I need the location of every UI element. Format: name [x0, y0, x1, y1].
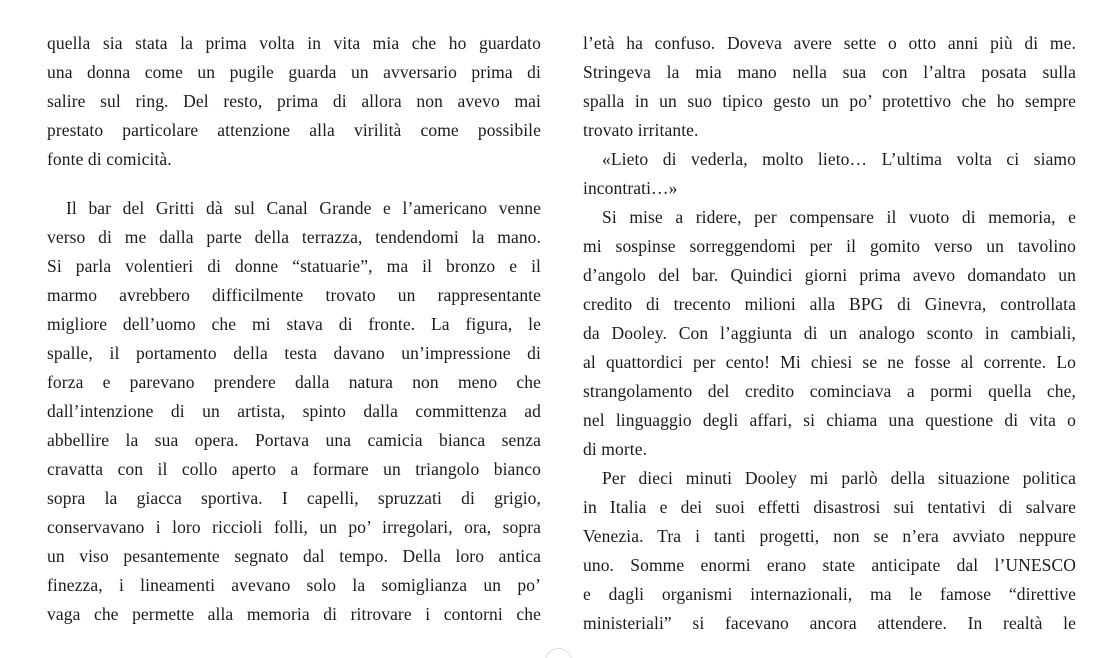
- text-line: spalle, il portamento della testa davano un’impressione di: [47, 343, 541, 363]
- text-line: abbellire la sua opera. Portava una camicia bianca senza: [47, 430, 541, 450]
- text-line: trovato irritante.: [583, 120, 699, 140]
- text-line: un viso pesantemente segnato dal tempo. Della loro antica: [47, 546, 541, 566]
- text-line: mi sospinse sorreggendomi per il gomito verso un tavolino: [583, 236, 1076, 256]
- text-line: uno. Somme enormi erano state anticipate dal l’UNESCO: [583, 555, 1076, 575]
- text-line: Stringeva la mia mano nella sua con l’altra posata sulla: [583, 62, 1076, 82]
- text-line: d’angolo del bar. Quindici giorni prima avevo domandato un: [583, 265, 1076, 285]
- text-line: forza e parevano prendere dalla natura non meno che: [47, 372, 541, 392]
- text-line: finezza, i lineamenti avevano solo la somiglianza un po’: [47, 575, 541, 595]
- text-line: spalla in un suo tipico gesto un po’ protettivo che ho sempre: [583, 91, 1076, 111]
- text-line: Si parla volentieri di donne “statuarie”, ma il bronzo e il: [47, 256, 541, 276]
- text-column-right: [583, 29, 1076, 638]
- text-line: verso di me dalla parte della terrazza, tendendomi la mano.: [47, 227, 541, 247]
- text-line: dall’intenzione di un artista, spinto dalla committenza ad: [47, 401, 541, 421]
- text-line: quella sia stata la prima volta in vita mia che ho guardato: [47, 33, 541, 53]
- text-line: marmo avrebbero difficilmente trovato un rappresentante: [47, 285, 541, 305]
- text-line: vaga che permette alla memoria di ritrovare i contorni che: [47, 604, 541, 624]
- text-line: migliore dell’uomo che mi stava di fronte. La figura, le: [47, 314, 541, 334]
- text-line: al quattordici per cento! Mi chiesi se ne fosse al corrente. Lo: [583, 352, 1076, 372]
- text-line: sopra la giacca sportiva. I capelli, spruzzati di grigio,: [47, 488, 541, 508]
- text-line: Si mise a ridere, per compensare il vuoto di memoria, e: [602, 207, 1076, 227]
- text-line: Per dieci minuti Dooley mi parlò della situazione politica: [602, 468, 1076, 488]
- text-line: credito di trecento milioni alla BPG di Ginevra, controllata: [583, 294, 1076, 314]
- paragraph: [583, 203, 1076, 464]
- paragraph: [47, 194, 541, 629]
- paragraph: [47, 29, 541, 174]
- text-line: in Italia e dei suoi effetti disastrosi sui tentativi di salvare: [583, 497, 1076, 517]
- text-line: Il bar del Gritti dà sul Canal Grande e l’americano venne: [66, 198, 541, 218]
- text-column-left: [47, 29, 541, 629]
- text-line: fonte di comicità.: [47, 149, 172, 169]
- page-turn-indicator[interactable]: [545, 648, 572, 658]
- text-line: strangolamento del credito cominciava a pormi quella che,: [583, 381, 1076, 401]
- text-line: prestato particolare attenzione alla virilità come possibile: [47, 120, 541, 140]
- text-line: nel linguaggio degli affari, si chiama una questione di vita o: [583, 410, 1076, 430]
- text-line: di morte.: [583, 439, 648, 459]
- paragraph: [583, 464, 1076, 638]
- text-line: ministeriali” si facevano ancora attendere. In realtà le: [583, 613, 1076, 633]
- paragraph: [583, 145, 1076, 203]
- text-line: l’età ha confuso. Doveva avere sette o otto anni più di me.: [583, 33, 1076, 53]
- text-line: incontrati…»: [583, 178, 678, 198]
- text-line: da Dooley. Con l’aggiunta di un analogo sconto in cambiali,: [583, 323, 1076, 343]
- text-line: una donna come un pugile guarda un avversario prima di: [47, 62, 541, 82]
- paragraph: [583, 29, 1076, 145]
- text-line: Venezia. Tra i tanti progetti, non se n’era avviato neppure: [583, 526, 1076, 546]
- text-line: cravatta con il collo aperto a formare un triangolo bianco: [47, 459, 541, 479]
- text-line: salire sul ring. Del resto, prima di allora non avevo mai: [47, 91, 541, 111]
- text-line: «Lieto di vederla, molto lieto… L’ultima volta ci siamo: [602, 149, 1076, 169]
- text-line: e dagli organismi internazionali, ma le famose “direttive: [583, 584, 1076, 604]
- text-line: conservavano i loro riccioli folli, un po’ irregolari, ora, sopra: [47, 517, 541, 537]
